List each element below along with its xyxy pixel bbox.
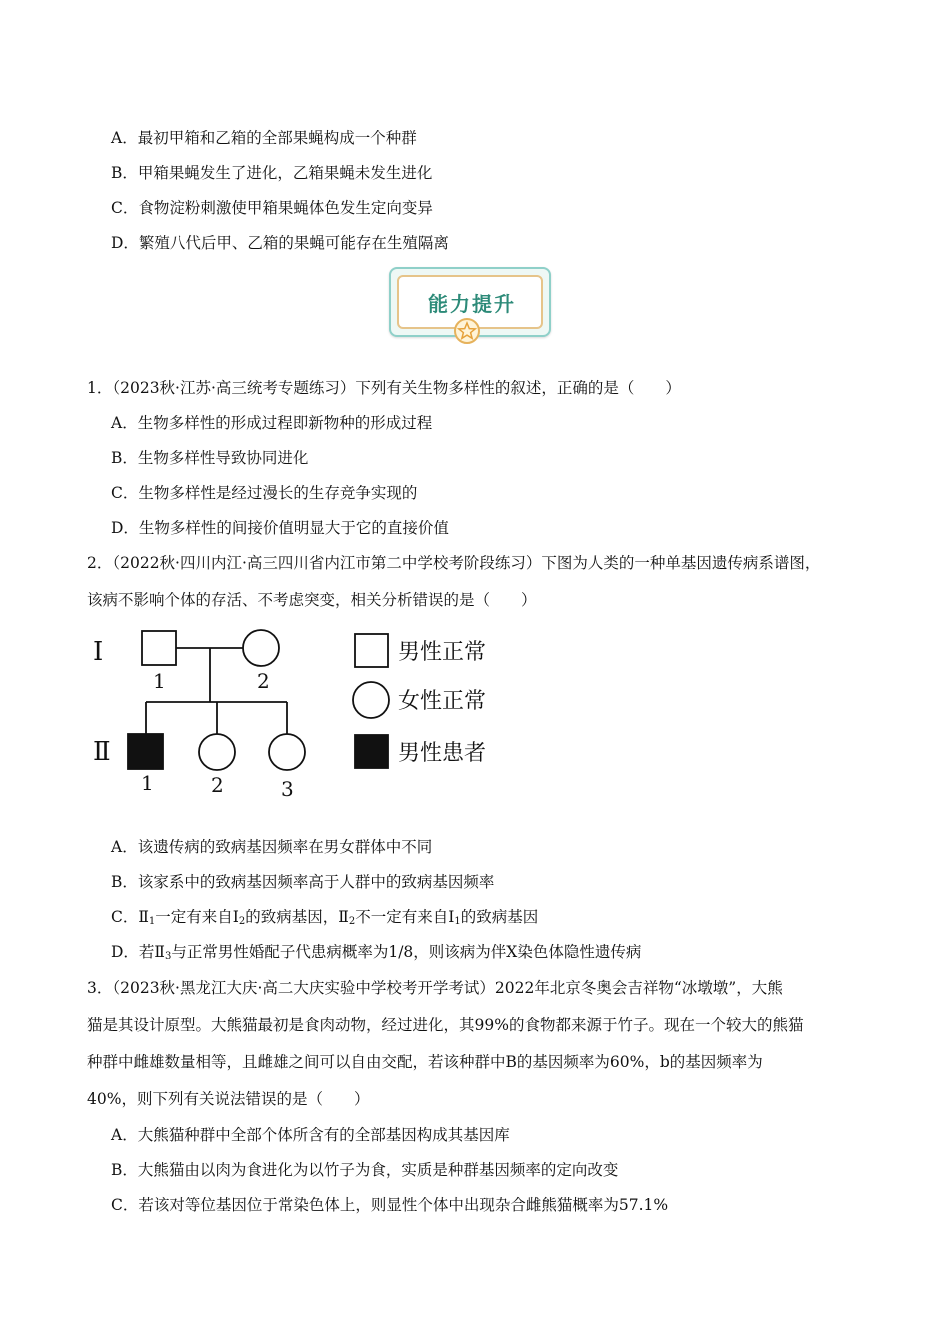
- q1-option-d: D．生物多样性的间接价值明显大于它的直接价值: [111, 519, 449, 537]
- section-badge: [389, 267, 549, 339]
- legend-normal-female-symbol: [353, 682, 389, 718]
- individual-I-2-normal-female: [243, 630, 279, 666]
- q3-stem-line1: 3．（2023秋·黑龙江大庆·高二大庆实验中学校考开学考试）2022年北京冬奥会吉祥物“冰墩墩”，大熊: [87, 979, 783, 997]
- q2-stem-line2: 该病不影响个体的存活、不考虑突变，相关分析错误的是（ ）: [87, 591, 537, 609]
- legend-normal-male-symbol: [355, 634, 388, 667]
- individual-II-1-affected-male: [128, 734, 163, 769]
- label-II-2: 2: [211, 773, 224, 797]
- label-I-1: 1: [153, 669, 166, 693]
- legend-normal-female-label: 女性正常: [398, 689, 487, 714]
- prev-option-c: C．食物淀粉刺激使甲箱果蝇体色发生定向变异: [111, 199, 433, 217]
- q1-option-c: C．生物多样性是经过漫长的生存竞争实现的: [111, 484, 418, 502]
- generation-1-label: Ⅰ: [93, 637, 104, 667]
- q2-option-a: A．该遗传病的致病基因频率在男女群体中不同: [111, 838, 433, 856]
- q3-stem-line3: 种群中雌雄数量相等，且雌雄之间可以自由交配，若该种群中B的基因频率为60%，b的基因频率为: [87, 1053, 763, 1071]
- q1-option-a: A．生物多样性的形成过程即新物种的形成过程: [111, 414, 433, 432]
- individual-II-3-normal-female: [269, 734, 305, 770]
- label-II-3: 3: [281, 777, 294, 801]
- star-icon: [453, 317, 481, 345]
- label-II-1: 1: [141, 771, 154, 795]
- individual-II-2-normal-female: [199, 734, 235, 770]
- q3-option-c: C．若该对等位基因位于常染色体上，则显性个体中出现杂合雌熊猫概率为57.1%: [111, 1196, 669, 1214]
- q3-stem-line4: 40%，则下列有关说法错误的是（ ）: [87, 1090, 370, 1108]
- prev-option-d: D．繁殖八代后甲、乙箱的果蝇可能存在生殖隔离: [111, 234, 449, 252]
- q2-option-b: B．该家系中的致病基因频率高于人群中的致病基因频率: [111, 873, 495, 891]
- prev-option-b: B．甲箱果蝇发生了进化，乙箱果蝇未发生进化: [111, 164, 433, 182]
- badge-title: 能力提升: [428, 292, 516, 316]
- pedigree-chart: [85, 620, 505, 805]
- generation-2-label: Ⅱ: [93, 737, 111, 767]
- q3-stem-line2: 猫是其设计原型。大熊猫最初是食肉动物，经过进化，其99%的食物都来源于竹子。现在一个较大的熊猫: [87, 1016, 804, 1034]
- q1-option-b: B．生物多样性导致协同进化: [111, 449, 309, 467]
- q3-option-a: A．大熊猫种群中全部个体所含有的全部基因构成其基因库: [111, 1126, 510, 1144]
- legend-affected-male-symbol: [355, 735, 388, 768]
- individual-I-1-normal-male: [142, 631, 176, 665]
- q2-stem-line1: 2．（2022秋·四川内江·高三四川省内江市第二中学校考阶段练习）下图为人类的一种单基因遗传病系谱图，: [87, 554, 821, 572]
- legend-affected-male-label: 男性患者: [398, 741, 487, 766]
- q3-option-b: B．大熊猫由以肉为食进化为以竹子为食，实质是种群基因频率的定向改变: [111, 1161, 619, 1179]
- q2-option-c: C．$Ⅱ_1$一定有来自$Ⅰ_2$的致病基因，$Ⅱ_2$不一定有来自$Ⅰ_1$的致病基因: [111, 908, 539, 927]
- label-I-2: 2: [257, 669, 270, 693]
- legend-normal-male-label: 男性正常: [398, 640, 487, 665]
- q1-stem: 1．（2023秋·江苏·高三统考专题练习）下列有关生物多样性的叙述，正确的是（ ）: [87, 379, 681, 397]
- prev-option-a: A．最初甲箱和乙箱的全部果蝇构成一个种群: [111, 129, 417, 147]
- q2-option-d: D．若$Ⅱ_3$与正常男性婚配子代患病概率为1/8，则该病为伴X染色体隐性遗传病: [111, 943, 642, 962]
